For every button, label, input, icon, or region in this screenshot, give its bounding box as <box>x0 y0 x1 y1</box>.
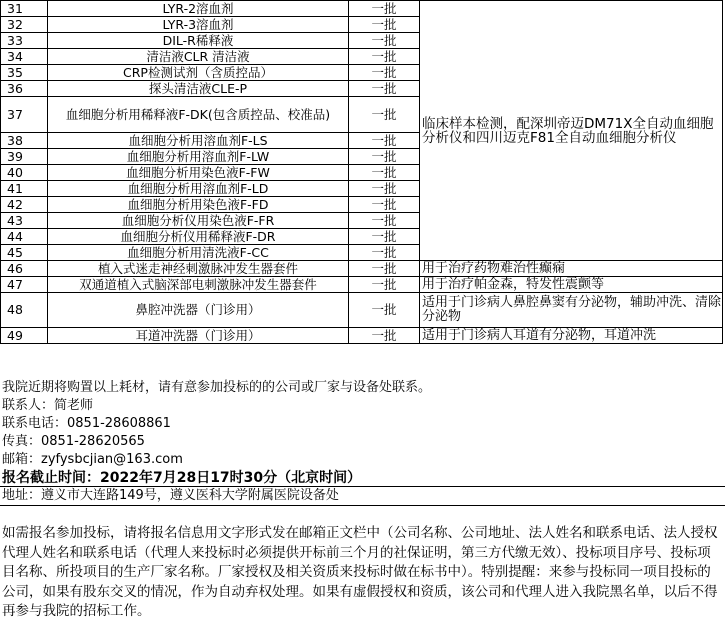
item-number: 38 <box>1 133 48 149</box>
divider-address <box>0 505 725 506</box>
contact-phone: 联系电话：0851-28608861 <box>2 416 171 431</box>
table-row <box>1 1 723 17</box>
item-quantity: 一批 <box>349 133 420 149</box>
item-quantity: 一批 <box>349 213 420 229</box>
item-quantity: 一批 <box>349 293 420 328</box>
item-usage: 用于治疗药物难治性癫痫 <box>420 261 723 277</box>
item-number: 36 <box>1 81 48 97</box>
merged-usage-note: 临床样本检测，配深圳帝迈DM71X全自动血细胞分析仪和四川迈克F81全自动血细胞分析仪 <box>420 1 723 261</box>
item-quantity: 一批 <box>349 245 420 261</box>
address-text: 地址：遵义市大连路149号，遵义医科大学附属医院设备处 <box>2 488 339 503</box>
item-name: 血细胞分析用染色液F-FW <box>48 165 349 181</box>
item-number: 44 <box>1 229 48 245</box>
item-quantity: 一批 <box>349 17 420 33</box>
item-number: 33 <box>1 33 48 49</box>
item-number: 34 <box>1 49 48 65</box>
item-name: 探头清洁液CLE-P <box>48 81 349 97</box>
item-name: LYR-2溶血剂 <box>48 1 349 17</box>
item-quantity: 一批 <box>349 49 420 65</box>
table-row <box>1 328 723 344</box>
deadline-text: 报名截止时间：2022年7月28日17时30分（北京时间） <box>2 470 362 486</box>
item-name: LYR-3溶血剂 <box>48 17 349 33</box>
table-row <box>1 277 723 293</box>
item-name: 耳道冲洗器（门诊用） <box>48 328 349 344</box>
item-quantity: 一批 <box>349 277 420 293</box>
item-number: 35 <box>1 65 48 81</box>
item-number: 48 <box>1 293 48 328</box>
item-name: 血细胞分析仪用稀释液F-DR <box>48 229 349 245</box>
contact-fax: 传真：0851-28620565 <box>2 434 145 449</box>
item-number: 39 <box>1 149 48 165</box>
intro-text: 我院近期将购置以上耗材，请有意参加投标的的公司或厂家与设备处联系。 <box>2 380 432 395</box>
item-number: 37 <box>1 97 48 133</box>
item-number: 45 <box>1 245 48 261</box>
table-row <box>1 293 723 328</box>
item-quantity: 一批 <box>349 97 420 133</box>
item-name: 血细胞分析用溶血剂F-LW <box>48 149 349 165</box>
item-usage: 适用于门诊病人鼻腔鼻窦有分泌物，辅助冲洗、清除分泌物 <box>420 293 723 328</box>
item-name: CRP检测试剂（含质控品） <box>48 65 349 81</box>
item-name: 植入式迷走神经刺激脉冲发生器套件 <box>48 261 349 277</box>
divider-deadline <box>0 486 725 487</box>
item-name: 清洁液CLR 清洁液 <box>48 49 349 65</box>
item-quantity: 一批 <box>349 81 420 97</box>
contact-email: 邮箱：zyfysbcjian@163.com <box>2 452 183 467</box>
item-usage: 用于治疗帕金森，特发性震颤等 <box>420 277 723 293</box>
item-number: 46 <box>1 261 48 277</box>
item-quantity: 一批 <box>349 33 420 49</box>
contact-person: 联系人：简老师 <box>2 398 94 413</box>
bidding-instructions: 如需报名参加投标，请将报名信息用文字形式发在邮箱正文栏中（公司名称、公司地址、法人姓名和联系电话、法人授权代理人姓名和联系电话（代理人来投标时必须提供开标前三个月的社保证明，第三方代缴无效）、投标项目序号、投标项目名称、所投项目的生产厂家名称。厂家授权及相关资质来投标时做在标书中）。特别提醒：来参与投标同一项目投标的公司，如果有股东交叉的情况，作为自动弃权处理。如果有虚假授权和资质，该公司和代理人进入我院黑名单，以后不得再参与我院的招标工作。 <box>2 525 718 619</box>
item-name: 血细胞分析用稀释液F-DK(包含质控品、校准品) <box>48 97 349 133</box>
item-quantity: 一批 <box>349 65 420 81</box>
item-name: 血细胞分析用溶血剂F-LS <box>48 133 349 149</box>
item-number: 32 <box>1 17 48 33</box>
item-name: 血细胞分析仪用染色液F-FR <box>48 213 349 229</box>
item-quantity: 一批 <box>349 181 420 197</box>
item-quantity: 一批 <box>349 165 420 181</box>
item-usage: 适用于门诊病人耳道有分泌物，耳道冲洗 <box>420 328 723 344</box>
item-name: 鼻腔冲洗器（门诊用） <box>48 293 349 328</box>
item-quantity: 一批 <box>349 1 420 17</box>
item-quantity: 一批 <box>349 149 420 165</box>
item-quantity: 一批 <box>349 261 420 277</box>
table-row <box>1 261 723 277</box>
item-name: 血细胞分析用清洗液F-CC <box>48 245 349 261</box>
item-name: DIL-R稀释液 <box>48 33 349 49</box>
item-quantity: 一批 <box>349 197 420 213</box>
item-number: 49 <box>1 328 48 344</box>
item-number: 43 <box>1 213 48 229</box>
item-number: 40 <box>1 165 48 181</box>
item-number: 31 <box>1 1 48 17</box>
item-name: 血细胞分析用染色液F-FD <box>48 197 349 213</box>
item-quantity: 一批 <box>349 229 420 245</box>
item-number: 41 <box>1 181 48 197</box>
item-name: 双通道植入式脑深部电刺激脉冲发生器套件 <box>48 277 349 293</box>
item-number: 47 <box>1 277 48 293</box>
item-number: 42 <box>1 197 48 213</box>
item-name: 血细胞分析用溶血剂F-LD <box>48 181 349 197</box>
item-quantity: 一批 <box>349 328 420 344</box>
